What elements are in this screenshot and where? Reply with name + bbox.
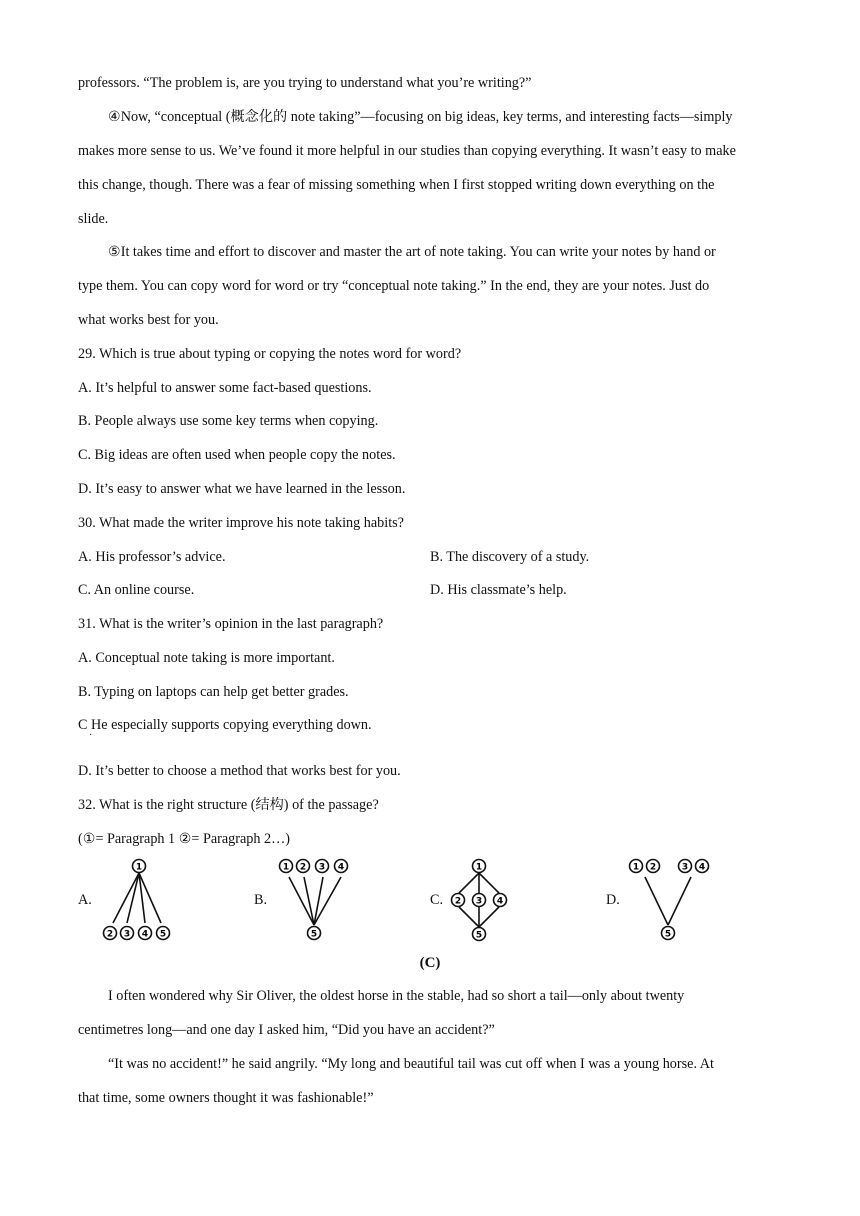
- structure-diagram-b: [274, 855, 364, 950]
- question-29-stem: 29. Which is true about typing or copying the notes word for word?: [78, 346, 462, 362]
- passage-c-paragraph-1-line: centimetres long—and one day I asked him, “Did you have an accident?”: [78, 1022, 495, 1038]
- svg-text:5: 5: [664, 929, 672, 940]
- svg-text:1: 1: [475, 862, 483, 873]
- svg-text:5: 5: [475, 930, 483, 941]
- svg-text:3: 3: [318, 862, 326, 873]
- svg-text:4: 4: [698, 862, 706, 873]
- structure-option-b-label: B.: [254, 892, 268, 908]
- structure-diagram-a: [96, 855, 186, 950]
- passage-b-line: professors. “The problem is, are you trying to understand what you’re writing?”: [78, 75, 532, 91]
- node-2: [297, 860, 310, 873]
- question-30-option-b: B. The discovery of a study.: [430, 549, 590, 565]
- paragraph-4-line: slide.: [78, 211, 109, 227]
- structure-option-c-label: C.: [430, 892, 444, 908]
- structure-option-a-label: A.: [78, 892, 92, 908]
- node-3: [316, 860, 329, 873]
- node-2: [647, 860, 660, 873]
- paragraph-5-line: what works best for you.: [78, 312, 219, 328]
- passage-c-paragraph-2-line: “It was no accident!” he said angrily. “My long and beautiful tail was cut off when I was a young horse. At: [108, 1056, 714, 1072]
- svg-text:1: 1: [282, 862, 290, 873]
- question-30-option-c: C. An online course.: [78, 582, 195, 598]
- svg-text:4: 4: [337, 862, 345, 873]
- node-5: [473, 928, 486, 941]
- node-4: [139, 927, 152, 940]
- question-31-option-d: D. It’s better to choose a method that works best for you.: [78, 763, 401, 779]
- paragraph-4-line: makes more sense to us. We’ve found it more helpful in our studies than copying everything. It wasn’t easy to make: [78, 143, 736, 159]
- question-32-legend: (①= Paragraph 1 ②= Paragraph 2…): [78, 831, 291, 847]
- svg-text:3: 3: [681, 862, 689, 873]
- node-4: [335, 860, 348, 873]
- svg-text:5: 5: [159, 929, 167, 940]
- svg-text:3: 3: [475, 896, 483, 907]
- node-3: [679, 860, 692, 873]
- question-29-option-b: B. People always use some key terms when copying.: [78, 413, 379, 429]
- node-1: [630, 860, 643, 873]
- question-32-stem: 32. What is the right structure (结构) of the passage?: [78, 797, 379, 813]
- paragraph-5-line: type them. You can copy word for word or try “conceptual note taking.” In the end, they are your notes. Just do: [78, 278, 710, 294]
- node-5: [662, 927, 675, 940]
- question-29-option-c: C. Big ideas are often used when people copy the notes.: [78, 447, 396, 463]
- stray-dot: ·: [89, 730, 93, 741]
- passage-c-paragraph-1-line: I often wondered why Sir Oliver, the oldest horse in the stable, had so short a tail—only about twenty: [108, 988, 685, 1004]
- question-31-option-c: C He especially supports copying everything down.: [78, 717, 372, 733]
- question-29-option-d: D. It’s easy to answer what we have learned in the lesson.: [78, 481, 406, 497]
- svg-text:3: 3: [123, 929, 131, 940]
- node-5: [157, 927, 170, 940]
- node-3: [473, 894, 486, 907]
- paragraph-4-line: ④Now, “conceptual (概念化的 note taking”—focusing on big ideas, key terms, and interesting facts—simply: [108, 109, 733, 125]
- node-1: [473, 860, 486, 873]
- question-31-option-b: B. Typing on laptops can help get better grades.: [78, 684, 349, 700]
- question-30-option-a: A. His professor’s advice.: [78, 549, 226, 565]
- question-31-option-a: A. Conceptual note taking is more important.: [78, 650, 335, 666]
- node-2: [104, 927, 117, 940]
- question-31-stem: 31. What is the writer’s opinion in the last paragraph?: [78, 616, 384, 632]
- node-1: [133, 860, 146, 873]
- passage-c-paragraph-2-line: that time, some owners thought it was fashionable!”: [78, 1090, 374, 1106]
- structure-option-d-label: D.: [606, 892, 620, 908]
- node-2: [452, 894, 465, 907]
- svg-text:2: 2: [649, 862, 657, 873]
- paragraph-5-line: ⑤It takes time and effort to discover and master the art of note taking. You can write your notes by hand or: [108, 244, 716, 260]
- svg-text:1: 1: [632, 862, 640, 873]
- node-5: [308, 927, 321, 940]
- structure-diagram-d: [624, 855, 714, 950]
- node-1: [280, 860, 293, 873]
- node-4: [696, 860, 709, 873]
- node-4: [494, 894, 507, 907]
- section-c-heading: (C): [419, 955, 441, 971]
- structure-diagram-c: [448, 855, 518, 950]
- svg-text:2: 2: [299, 862, 307, 873]
- question-29-option-a: A. It’s helpful to answer some fact-based questions.: [78, 380, 372, 396]
- svg-text:2: 2: [106, 929, 114, 940]
- paragraph-4-line: this change, though. There was a fear of missing something when I first stopped writing down everything on the: [78, 177, 715, 193]
- question-30-option-d: D. His classmate’s help.: [430, 582, 567, 598]
- question-30-stem: 30. What made the writer improve his note taking habits?: [78, 515, 404, 531]
- svg-text:5: 5: [310, 929, 318, 940]
- svg-text:1: 1: [135, 862, 143, 873]
- svg-text:2: 2: [454, 896, 462, 907]
- svg-text:4: 4: [496, 896, 504, 907]
- node-3: [121, 927, 134, 940]
- svg-text:4: 4: [141, 929, 149, 940]
